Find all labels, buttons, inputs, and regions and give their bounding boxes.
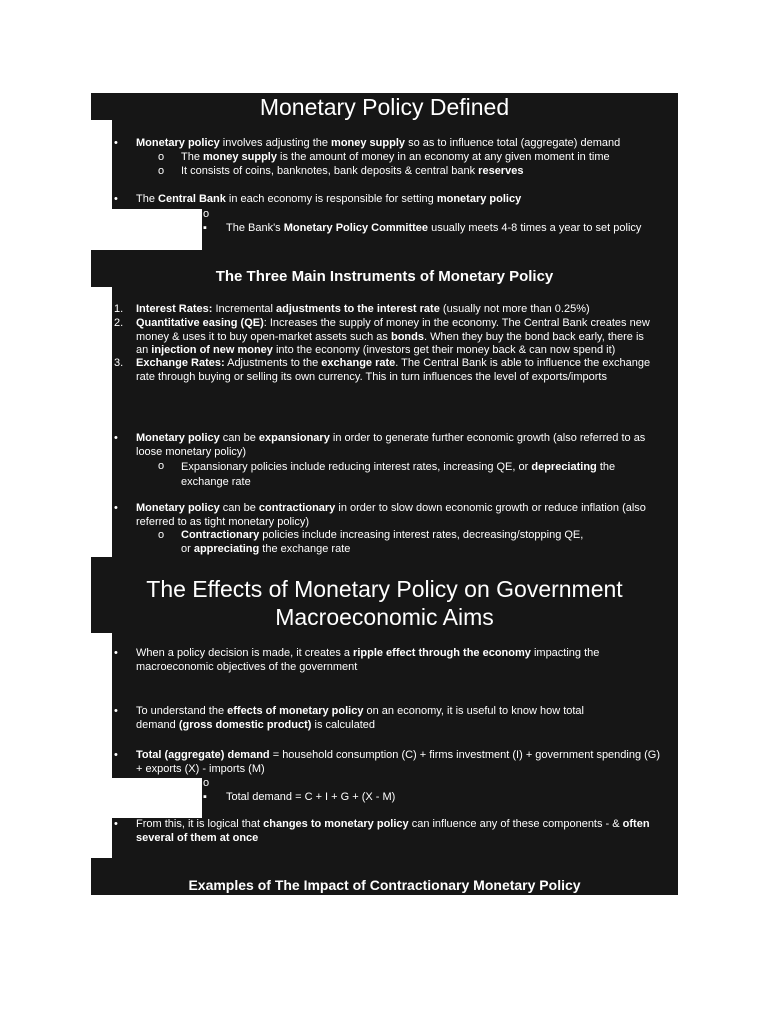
square-marker: ▪ — [203, 222, 207, 234]
bullet-marker: • — [114, 502, 118, 514]
sub-marker: o — [158, 529, 165, 541]
sub-marker: o — [158, 151, 165, 163]
paragraph-contractionary: Monetary policy can be contractionary in order to slow down economic growth or reduce inflation (also referred to as tight monetary policy) — [136, 502, 646, 528]
white-cutout — [112, 209, 202, 250]
section-title-examples: Examples of The Impact of Contractionary Monetary Policy — [188, 877, 581, 893]
white-cutout — [91, 633, 112, 858]
paragraph-central-bank: The Central Bank in each economy is responsible for setting monetary policy — [136, 193, 522, 205]
paragraph-exchange-rates: Exchange Rates: Adjustments to the exchange rate. The Central Bank is able to influence the exchange rate through buying or selling its own currency. This in turn influences the level of exports/imports — [136, 357, 651, 383]
paragraph-changes-monetary-policy: From this, it is logical that changes to monetary policy can influence any of these components - & often several of them at once — [136, 818, 650, 844]
bullet-marker: • — [114, 647, 118, 659]
paragraph-expansionary: Monetary policy can be expansionary in order to generate further economic growth (also referred to as loose monetary policy) — [136, 432, 646, 458]
paragraph-contractionary-policies: Contractionary policies include increasing interest rates, decreasing/stopping QE, or appreciating the exchange rate — [181, 529, 584, 555]
bullet-marker: • — [114, 818, 118, 830]
bullet-marker: • — [114, 432, 118, 444]
paragraph-monetary-policy: Monetary policy involves adjusting the money supply so as to influence total (aggregate) demand — [136, 137, 621, 149]
paragraph-interest-rates: Interest Rates: Incremental adjustments to the interest rate (usually not more than 0.25%) — [136, 303, 590, 315]
sub-marker: o — [158, 460, 165, 472]
formula-total-demand: Total demand = C + I + G + (X - M) — [226, 791, 396, 803]
square-marker: ▪ — [203, 791, 207, 803]
bullet-marker: • — [114, 193, 118, 205]
bullet-marker: • — [114, 705, 118, 717]
white-cutout — [91, 287, 112, 557]
paragraph-money-composition: It consists of coins, banknotes, bank deposits & central bank reserves — [181, 165, 524, 177]
paragraph-money-supply: The money supply is the amount of money in an economy at any given moment in time — [181, 151, 610, 163]
paragraph-expansionary-policies: Expansionary policies include reducing interest rates, increasing QE, or depreciating the exchange rate — [181, 461, 616, 488]
list-number: 2. — [114, 317, 124, 329]
sub-marker: o — [203, 777, 210, 789]
paragraph-effects-understanding: To understand the effects of monetary policy on an economy, it is useful to know how total demand (gross domestic product) is calculated — [136, 705, 584, 731]
sub-marker: o — [158, 165, 165, 177]
section-title-three-instruments: The Three Main Instruments of Monetary Policy — [215, 268, 554, 285]
white-cutout — [91, 120, 112, 250]
paragraph-ripple-effect: When a policy decision is made, it creates a ripple effect through the economy impacting the macroeconomic objectives of the government — [136, 647, 600, 673]
bullet-marker: • — [114, 749, 118, 761]
section-title-monetary-policy-defined: Monetary Policy Defined — [259, 94, 510, 120]
sub-marker: o — [203, 208, 210, 220]
paragraph-qe: Quantitative easing (QE): Increases the supply of money in the economy. The Central Bank creates new money & uses it to buy open-market assets such as bonds. When they buy the bond back early, there is an injection of new money into the economy (investors get their money back & can now spend it) — [136, 317, 650, 356]
white-cutout — [112, 778, 202, 818]
bullet-marker: • — [114, 137, 118, 149]
paragraph-mpc: The Bank's Monetary Policy Committee usually meets 4-8 times a year to set policy — [226, 222, 642, 234]
section-title-effects: The Effects of Monetary Policy on Government Macroeconomic Aims — [146, 576, 623, 630]
paragraph-total-demand: Total (aggregate) demand = household consumption (C) + firms investment (I) + government spending (G) + exports (X) - imports (M) — [136, 749, 661, 775]
list-number: 1. — [114, 303, 124, 315]
list-number: 3. — [114, 357, 124, 369]
